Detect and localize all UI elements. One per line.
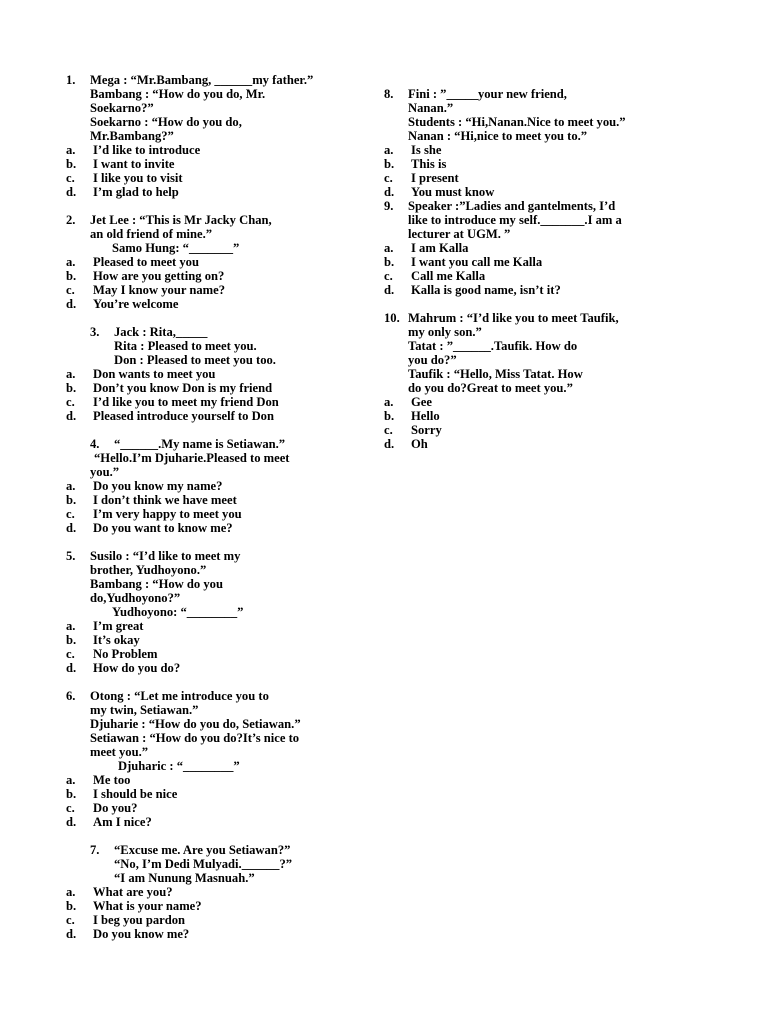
option-3c: c. I’d like you to meet my friend Don (66, 395, 279, 409)
question-7-line-3: “I am Nunung Masnuah.” (114, 871, 255, 885)
option-2b: b. How are you getting on? (66, 269, 225, 283)
option-3d: d. Pleased introduce yourself to Don (66, 409, 274, 423)
question-number: 7. (90, 843, 100, 857)
question-2-line-3: Samo Hung: “_______” (112, 241, 240, 255)
question-1-line-1: 1. Mega : “Mr.Bambang, ______my father.” (66, 73, 314, 87)
question-2-line-1: 2. Jet Lee : “This is Mr Jacky Chan, (66, 213, 272, 227)
option-8c: c. I present (384, 171, 459, 185)
option-10d: d. Oh (384, 437, 428, 451)
question-5-line-4: do,Yudhoyono?” (90, 591, 181, 605)
option-1d: d. I’m glad to help (66, 185, 179, 199)
option-9c: c. Call me Kalla (384, 269, 486, 283)
question-7-line-1: 7. “Excuse me. Are you Setiawan?” (90, 843, 291, 857)
option-1a: a. I’d like to introduce (66, 143, 201, 157)
question-10-line-4: you do?” (408, 353, 457, 367)
option-7c: c. I beg you pardon (66, 913, 186, 927)
question-number: 2. (66, 213, 76, 227)
option-5c: c. No Problem (66, 647, 158, 661)
question-4-line-2: “Hello.I’m Djuharie.Pleased to meet (94, 451, 290, 465)
option-4b: b. I don’t think we have meet (66, 493, 237, 507)
question-10-line-6: do you do?Great to meet you.” (408, 381, 573, 395)
question-6-line-6: Djuharic : “________” (118, 759, 240, 773)
question-2-line-2: an old friend of mine.” (90, 227, 213, 241)
option-6b: b. I should be nice (66, 787, 178, 801)
question-8-line-4: Nanan : “Hi,nice to meet you to.” (408, 129, 588, 143)
option-2a: a. Pleased to meet you (66, 255, 199, 269)
option-4c: c. I’m very happy to meet you (66, 507, 242, 521)
question-4-line-1: 4. “______.My name is Setiawan.” (90, 437, 286, 451)
question-10-line-3: Tatat : ”______.Taufik. How do (408, 339, 578, 353)
option-2c: c. May I know your name? (66, 283, 226, 297)
question-number: 8. (384, 87, 394, 101)
option-1c: c. I like you to visit (66, 171, 183, 185)
option-4a: a. Do you know my name? (66, 479, 223, 493)
question-8-line-2: Nanan.” (408, 101, 454, 115)
question-3-line-3: Don : Pleased to meet you too. (114, 353, 276, 367)
question-number: 9. (384, 199, 394, 213)
question-9-line-2: like to introduce my self._______.I am a (408, 213, 622, 227)
option-7a: a. What are you? (66, 885, 173, 899)
question-3-line-1: 3. Jack : Rita,_____ (90, 325, 208, 339)
option-8b: b. This is (384, 157, 447, 171)
option-6a: a. Me too (66, 773, 131, 787)
question-1-line-3: Soekarno?” (90, 101, 154, 115)
option-2d: d. You’re welcome (66, 297, 179, 311)
option-10a: a. Gee (384, 395, 432, 409)
question-5-line-2: brother, Yudhoyono.” (90, 563, 207, 577)
question-1-line-5: Mr.Bambang?” (90, 129, 174, 143)
question-number: 5. (66, 549, 76, 563)
option-9b: b. I want you call me Kalla (384, 255, 543, 269)
question-1-line-4: Soekarno : “How do you do, (90, 115, 242, 129)
option-4d: d. Do you want to know me? (66, 521, 233, 535)
option-7b: b. What is your name? (66, 899, 202, 913)
question-number: 4. (90, 437, 100, 451)
option-6d: d. Am I nice? (66, 815, 152, 829)
option-6c: c. Do you? (66, 801, 138, 815)
question-8-line-1: 8. Fini : ”_____your new friend, (384, 87, 567, 101)
question-number: 3. (90, 325, 100, 339)
question-3-line-2: Rita : Pleased to meet you. (114, 339, 257, 353)
option-9d: d. Kalla is good name, isn’t it? (384, 283, 561, 297)
question-6-line-5: meet you.” (90, 745, 149, 759)
option-7d: d. Do you know me? (66, 927, 190, 941)
question-6-line-1: 6. Otong : “Let me introduce you to (66, 689, 269, 703)
option-8a: a. Is she (384, 143, 442, 157)
question-number: 1. (66, 73, 76, 87)
option-3b: b. Don’t you know Don is my friend (66, 381, 273, 395)
question-10-line-1: 10. Mahrum : “I’d like you to meet Taufik, (384, 311, 619, 325)
option-5a: a. I’m great (66, 619, 144, 633)
question-5-line-5: Yudhoyono: “________” (112, 605, 244, 619)
option-5b: b. It’s okay (66, 633, 140, 647)
question-10-line-2: my only son.” (408, 325, 482, 339)
option-8d: d. You must know (384, 185, 495, 199)
question-4-line-3: you.” (90, 465, 120, 479)
option-10b: b. Hello (384, 409, 440, 423)
question-9-line-3: lecturer at UGM. ” (408, 227, 511, 241)
option-9a: a. I am Kalla (384, 241, 469, 255)
question-9-line-1: 9. Speaker :”Ladies and gantelments, I’d (384, 199, 616, 213)
question-6-line-3: Djuharie : “How do you do, Setiawan.” (90, 717, 301, 731)
question-5-line-3: Bambang : “How do you (90, 577, 223, 591)
question-10-line-5: Taufik : “Hello, Miss Tatat. How (408, 367, 583, 381)
question-7-line-2: “No, I’m Dedi Mulyadi.______?” (114, 857, 293, 871)
question-8-line-3: Students : “Hi,Nanan.Nice to meet you.” (408, 115, 626, 129)
question-1-line-2: Bambang : “How do you do, Mr. (90, 87, 266, 101)
question-number: 10. (384, 311, 400, 325)
question-number: 6. (66, 689, 76, 703)
option-1b: b. I want to invite (66, 157, 175, 171)
option-10c: c. Sorry (384, 423, 442, 437)
option-3a: a. Don wants to meet you (66, 367, 216, 381)
question-6-line-4: Setiawan : “How do you do?It’s nice to (90, 731, 300, 745)
question-6-line-2: my twin, Setiawan.” (90, 703, 199, 717)
option-5d: d. How do you do? (66, 661, 181, 675)
question-5-line-1: 5. Susilo : “I’d like to meet my (66, 549, 241, 563)
